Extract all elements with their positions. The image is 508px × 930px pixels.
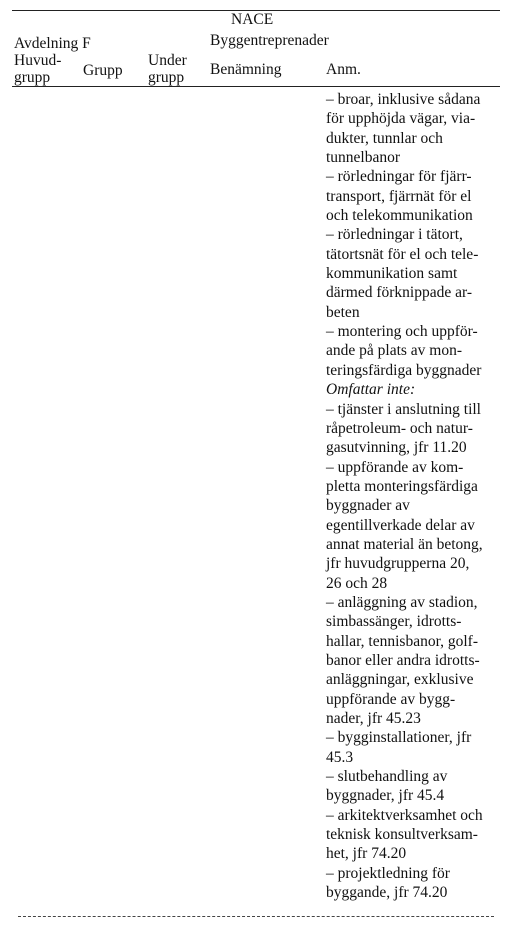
note-line: för upphöjda vägar, via- [326,110,476,128]
note-line: – anläggning av stadion, [326,593,478,611]
note-line: och telekommunikation [326,207,473,225]
note-line: tunnelbanor [326,149,401,167]
anm-column-header: Anm. [326,61,361,78]
note-line: uppförande av bygg- [326,690,456,708]
note-line: byggnader, jfr 45.4 [326,787,445,805]
note-line: – uppförande av kom- [326,458,464,476]
benamning-column-header: Benämning [210,61,282,78]
note-line: het, jfr 74.20 [326,845,407,863]
note-line: – rörledningar i tätort, [326,226,463,244]
note-line: – montering och uppför- [326,323,478,341]
note-line: simbassänger, idrotts- [326,613,462,631]
huvudgrupp-column-header [14,52,61,86]
note-line: annat material än betong, [326,535,483,553]
note-line: banor eller andra idrotts- [326,651,480,669]
note-line: anläggningar, exklusive [326,671,474,689]
note-line: 45.3 [326,748,354,766]
dashed-separator [18,916,494,917]
anm-notes-column [326,90,506,902]
note-line: beten [326,303,360,321]
nace-heading: NACE [231,11,274,28]
note-line: gasutvinning, jfr 11.20 [326,439,467,457]
note-line: tätortsnät för el och tele- [326,245,479,263]
note-line: transport, fjärrnät för el [326,187,472,205]
note-line: jfr huvudgrupperna 20, [326,555,470,573]
note-line: – rörledningar för fjärr- [326,168,472,186]
note-line: hallar, tennisbanor, golf- [326,632,478,650]
note-line: – tjänster i anslutning till [326,400,481,418]
header-rule [12,86,500,87]
avdelning-label: Avdelning F [14,35,91,52]
note-line: – broar, inklusive sådana [326,91,481,108]
note-line: teknisk konsultverksam- [326,826,478,844]
note-line: egentillverkade delar av [326,516,475,534]
undergrupp-line2: grupp [148,69,185,86]
note-line: ande på plats av mon- [326,342,463,360]
note-line: byggnader av [326,497,410,515]
note-line: – projektledning för [326,864,450,882]
note-line: därmed förknippade ar- [326,284,473,302]
note-line: dukter, tunnlar och [326,129,443,147]
note-line: pletta monteringsfärdiga [326,477,478,495]
grupp-column-header: Grupp [83,62,123,79]
huvudgrupp-line1: Huvud- [14,52,62,69]
note-subheading: Omfattar inte: [326,381,416,399]
undergrupp-column-header [148,52,187,86]
note-line: 26 och 28 [326,574,388,592]
note-line: – slutbehandling av [326,768,448,786]
note-line: kommunikation samt [326,265,458,283]
note-line: byggande, jfr 74.20 [326,884,448,902]
undergrupp-line1: Under [148,52,187,69]
section-title: Byggentreprenader [210,32,329,49]
note-line: – bygginstallationer, jfr [326,729,472,747]
note-line: – arkitektverksamhet och [326,806,483,824]
note-line: nader, jfr 45.23 [326,710,421,727]
note-line: teringsfärdiga byggnader [326,361,482,379]
note-line: råpetroleum- och natur- [326,419,473,437]
huvudgrupp-line2: grupp [14,69,51,86]
